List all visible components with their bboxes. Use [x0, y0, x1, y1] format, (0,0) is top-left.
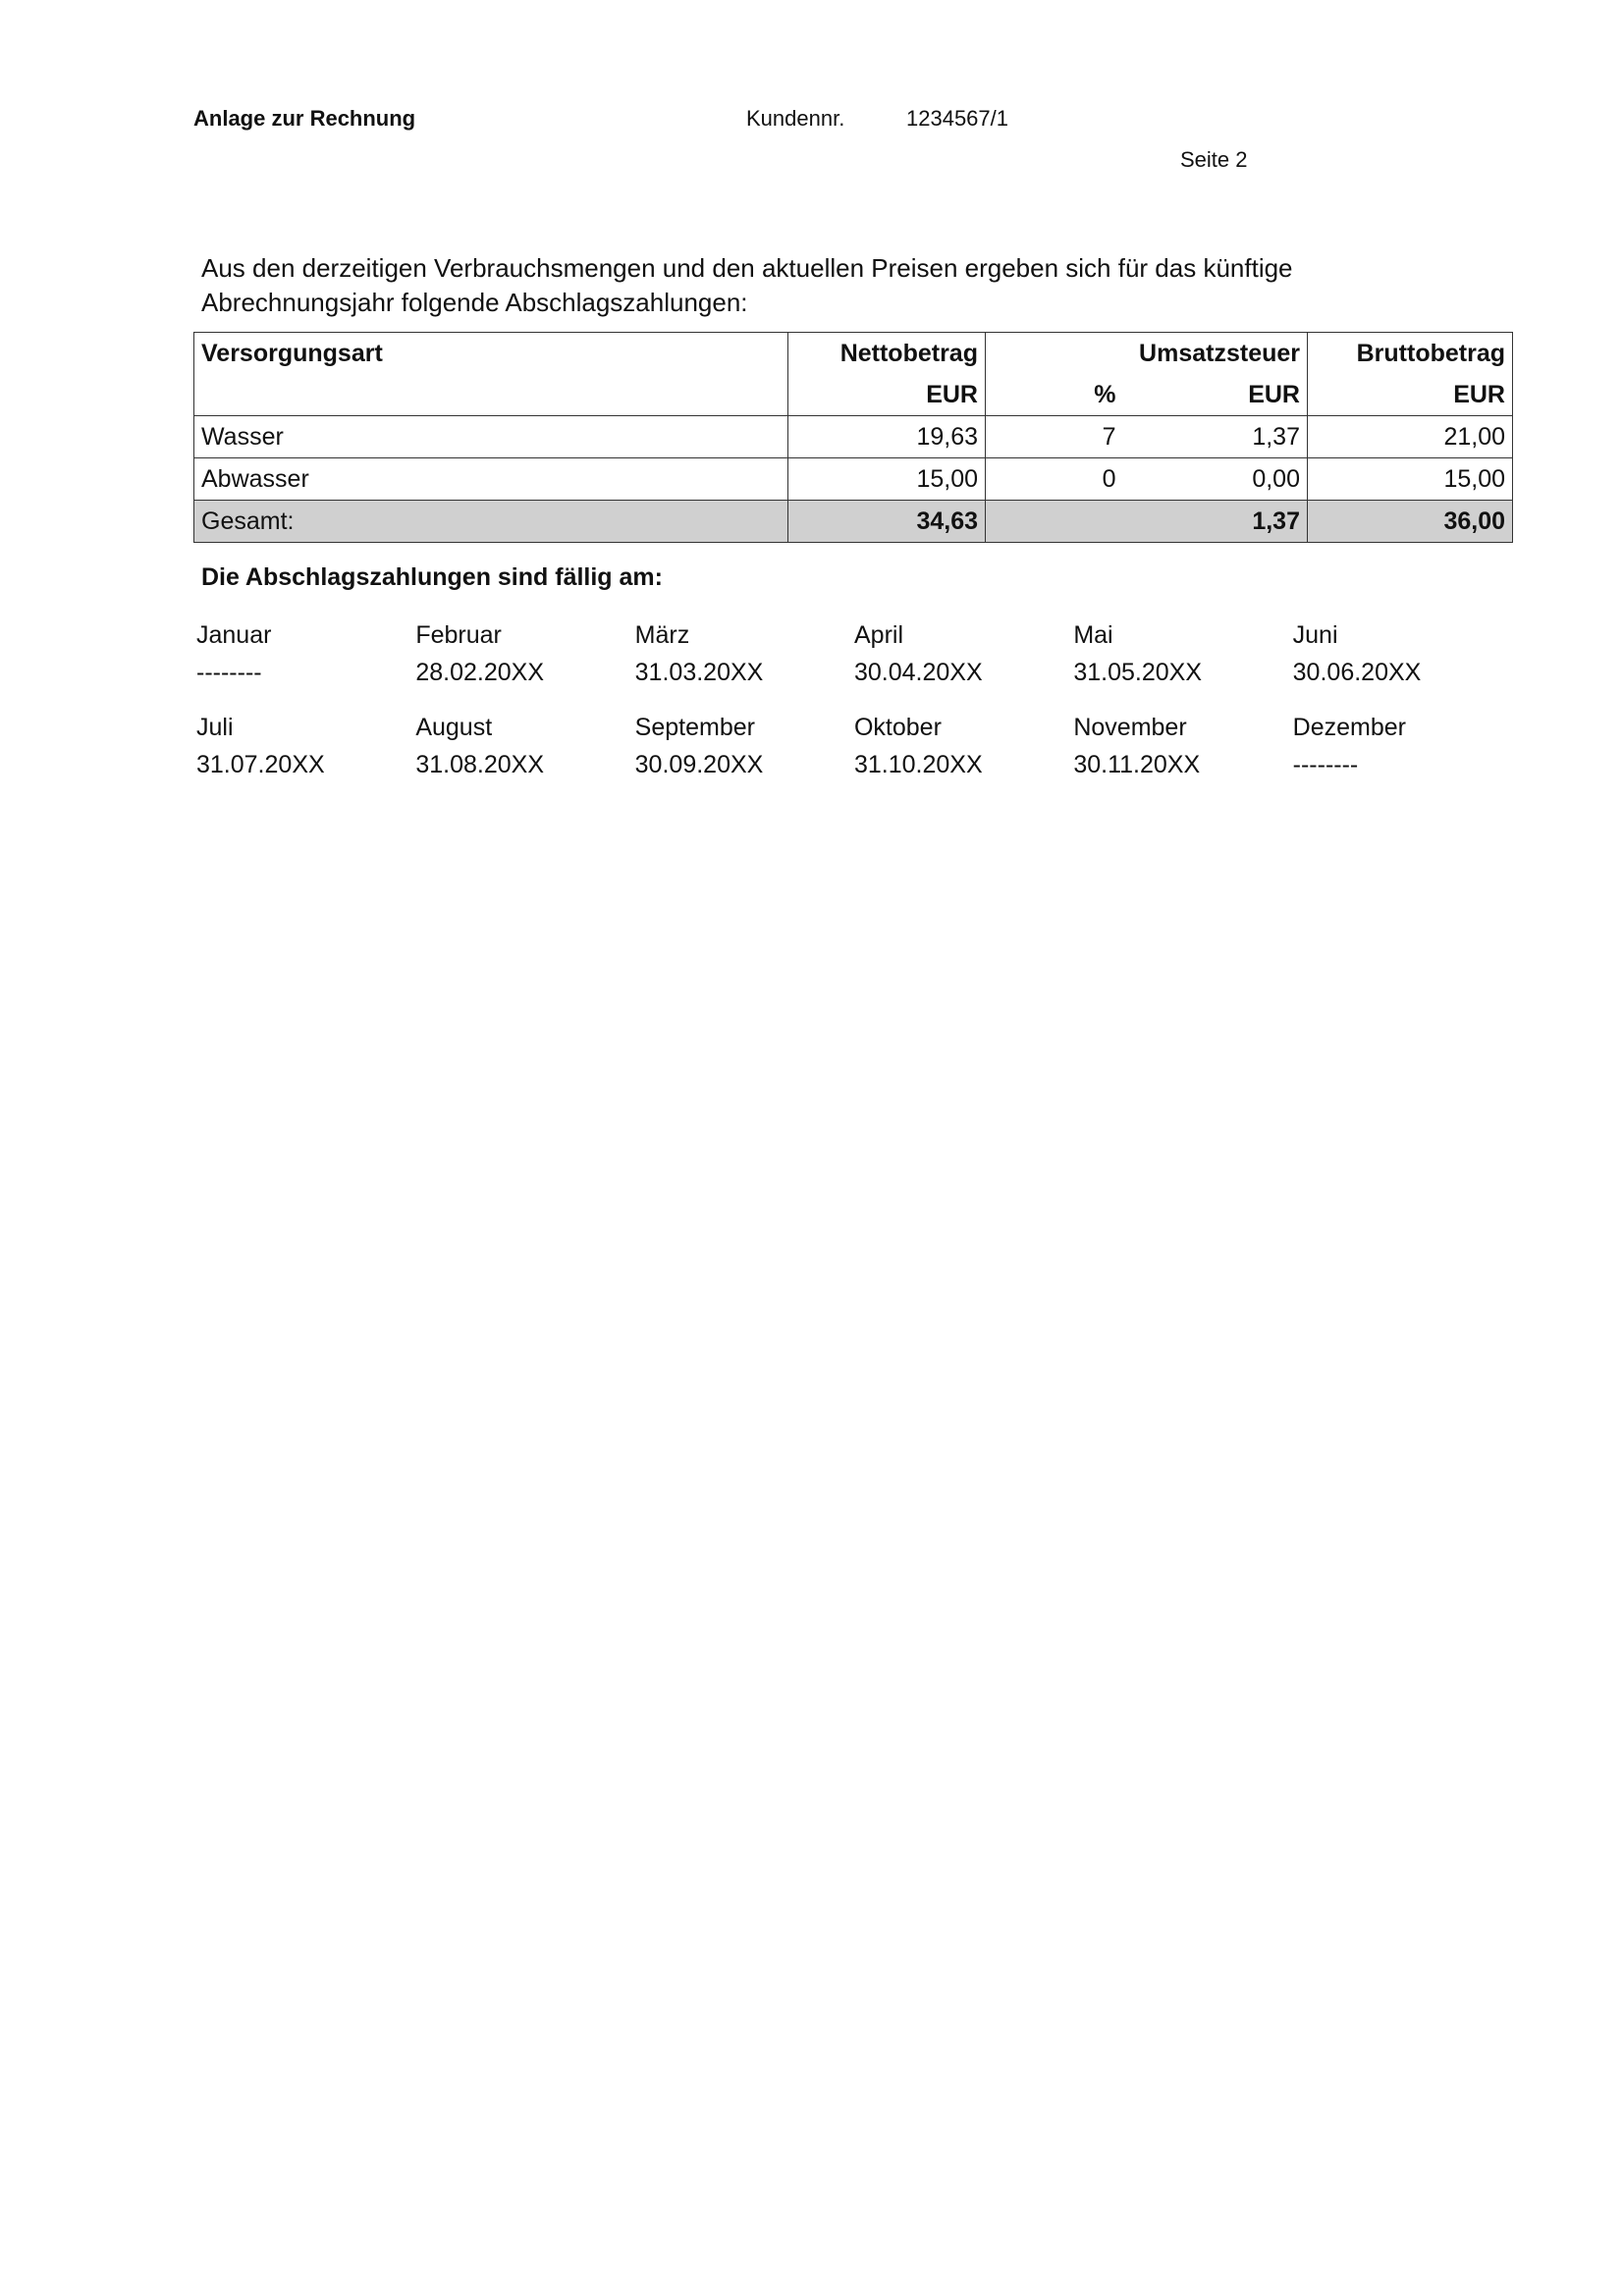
due-date: --------	[196, 659, 262, 686]
month-label: Mai	[1073, 621, 1113, 649]
row-net: 15,00	[788, 458, 986, 501]
month-label: Februar	[415, 621, 502, 649]
row-type: Wasser	[194, 416, 788, 458]
unit-tax: EUR	[1123, 374, 1308, 416]
row-gross: 15,00	[1308, 458, 1513, 501]
customer-number: 1234567/1	[906, 106, 1008, 131]
due-date-item	[415, 616, 634, 691]
due-date-item	[196, 616, 415, 691]
table-total-row	[194, 501, 1513, 543]
due-date: 31.07.20XX	[196, 751, 325, 778]
due-date: 30.04.20XX	[853, 659, 983, 686]
month-label: Juni	[1292, 621, 1338, 649]
due-dates-row-1	[196, 616, 1512, 691]
month-label: August	[415, 714, 493, 741]
unit-tax-pct: %	[986, 374, 1123, 416]
due-date-item	[1293, 616, 1512, 691]
unit-net: EUR	[788, 374, 986, 416]
month-label: Oktober	[853, 714, 942, 741]
table-header-row	[194, 333, 1513, 375]
due-dates-title: Die Abschlagszahlungen sind fällig am:	[201, 563, 663, 591]
month-label: September	[634, 714, 755, 741]
intro-text: Aus den derzeitigen Verbrauchsmengen und den aktuellen Preisen ergeben sich für das künftige Abrechnungsjahr folgende Abschlagszahlungen:	[201, 253, 1293, 317]
month-label: April	[853, 621, 903, 649]
due-date-item	[854, 709, 1073, 783]
table-row	[194, 458, 1513, 501]
due-date-item	[415, 709, 634, 783]
table-row	[194, 416, 1513, 458]
customer-number-label: Kundennr.	[746, 106, 845, 131]
row-net: 19,63	[788, 416, 986, 458]
due-date-item	[635, 616, 854, 691]
due-date: 28.02.20XX	[415, 659, 544, 686]
due-date-item	[635, 709, 854, 783]
due-date: 30.11.20XX	[1073, 751, 1201, 778]
due-date: 31.05.20XX	[1073, 659, 1202, 686]
unit-gross: EUR	[1308, 374, 1513, 416]
payment-table	[193, 332, 1513, 543]
due-date-item	[1073, 709, 1292, 783]
header-tax: Umsatzsteuer	[1123, 333, 1308, 375]
total-label: Gesamt:	[194, 501, 788, 543]
row-tax: 1,37	[1123, 416, 1308, 458]
header-type: Versorgungsart	[194, 333, 788, 375]
row-type: Abwasser	[194, 458, 788, 501]
page-number: Seite 2	[1180, 147, 1248, 172]
month-label: November	[1073, 714, 1187, 741]
due-date: 31.03.20XX	[634, 659, 764, 686]
month-label: Dezember	[1292, 714, 1406, 741]
total-tax-pct	[986, 501, 1123, 543]
due-dates-row-2	[196, 709, 1512, 783]
due-date-item	[1293, 709, 1512, 783]
document-title: Anlage zur Rechnung	[193, 106, 416, 131]
total-gross: 36,00	[1308, 501, 1513, 543]
due-date: 30.06.20XX	[1292, 659, 1422, 686]
row-tax: 0,00	[1123, 458, 1308, 501]
unit-type	[194, 374, 788, 416]
due-date: --------	[1292, 751, 1359, 778]
month-label: Januar	[196, 621, 272, 649]
header-gross: Bruttobetrag	[1308, 333, 1513, 375]
total-tax: 1,37	[1123, 501, 1308, 543]
total-net: 34,63	[788, 501, 986, 543]
due-date-item	[854, 616, 1073, 691]
table-unit-row	[194, 374, 1513, 416]
month-label: Juli	[196, 714, 234, 741]
due-date: 30.09.20XX	[634, 751, 764, 778]
due-date-item	[196, 709, 415, 783]
row-tax-pct: 0	[986, 458, 1123, 501]
row-gross: 21,00	[1308, 416, 1513, 458]
row-tax-pct: 7	[986, 416, 1123, 458]
due-date: 31.08.20XX	[415, 751, 544, 778]
header-tax-spacer	[986, 333, 1123, 375]
due-date-item	[1073, 616, 1292, 691]
month-label: März	[634, 621, 690, 649]
header-net: Nettobetrag	[788, 333, 986, 375]
due-date: 31.10.20XX	[853, 751, 983, 778]
